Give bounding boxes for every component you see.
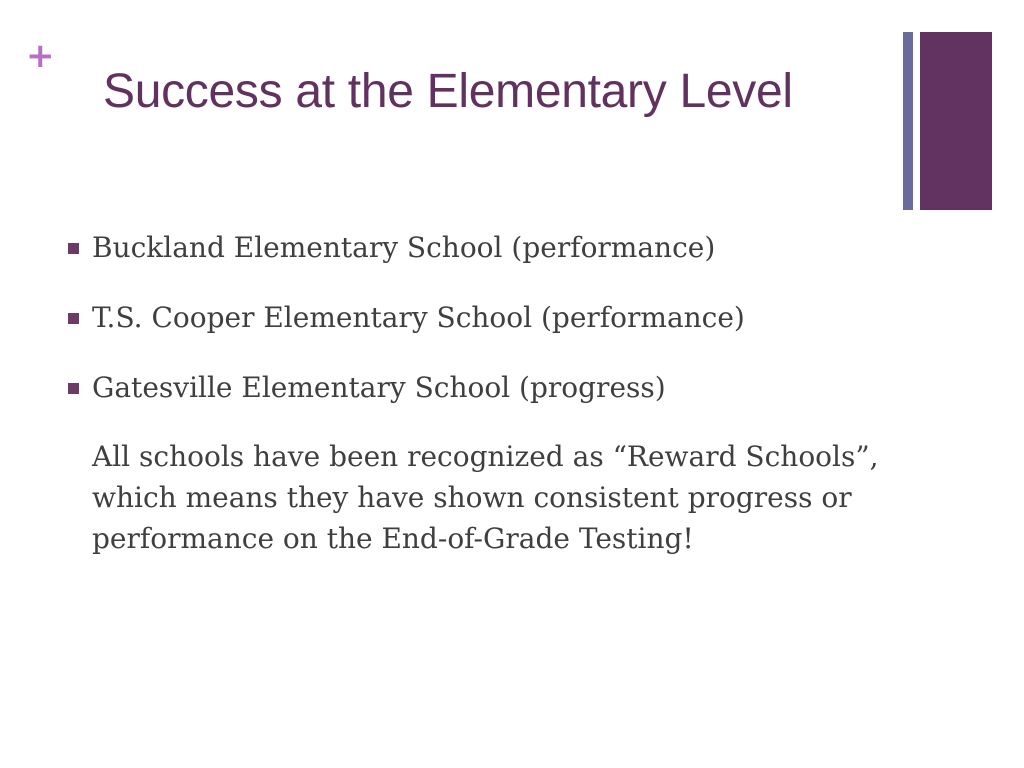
- recognition-note: All schools have been recognized as “Reward Schools”, which means they have shown consistent progress or performance on the End-of-Grade Testing!: [92, 440, 879, 555]
- square-bullet-icon: [68, 383, 79, 394]
- bullet-item: [68, 366, 928, 436]
- bullet-text: T.S. Cooper Elementary School (performance): [92, 301, 745, 334]
- bullet-list: [68, 226, 928, 436]
- slide-title: Success at the Elementary Level: [103, 65, 793, 118]
- square-bullet-icon: [68, 243, 79, 254]
- bullet-text: Buckland Elementary School (performance): [92, 231, 716, 264]
- square-bullet-icon: [68, 313, 79, 324]
- plus-mark-icon: +: [26, 36, 55, 76]
- accent-bar-thin: [903, 32, 913, 210]
- bullet-text: Gatesville Elementary School (progress): [92, 371, 666, 404]
- accent-bar: [920, 32, 992, 210]
- bullet-item: [68, 226, 928, 296]
- bullet-item: [68, 296, 928, 366]
